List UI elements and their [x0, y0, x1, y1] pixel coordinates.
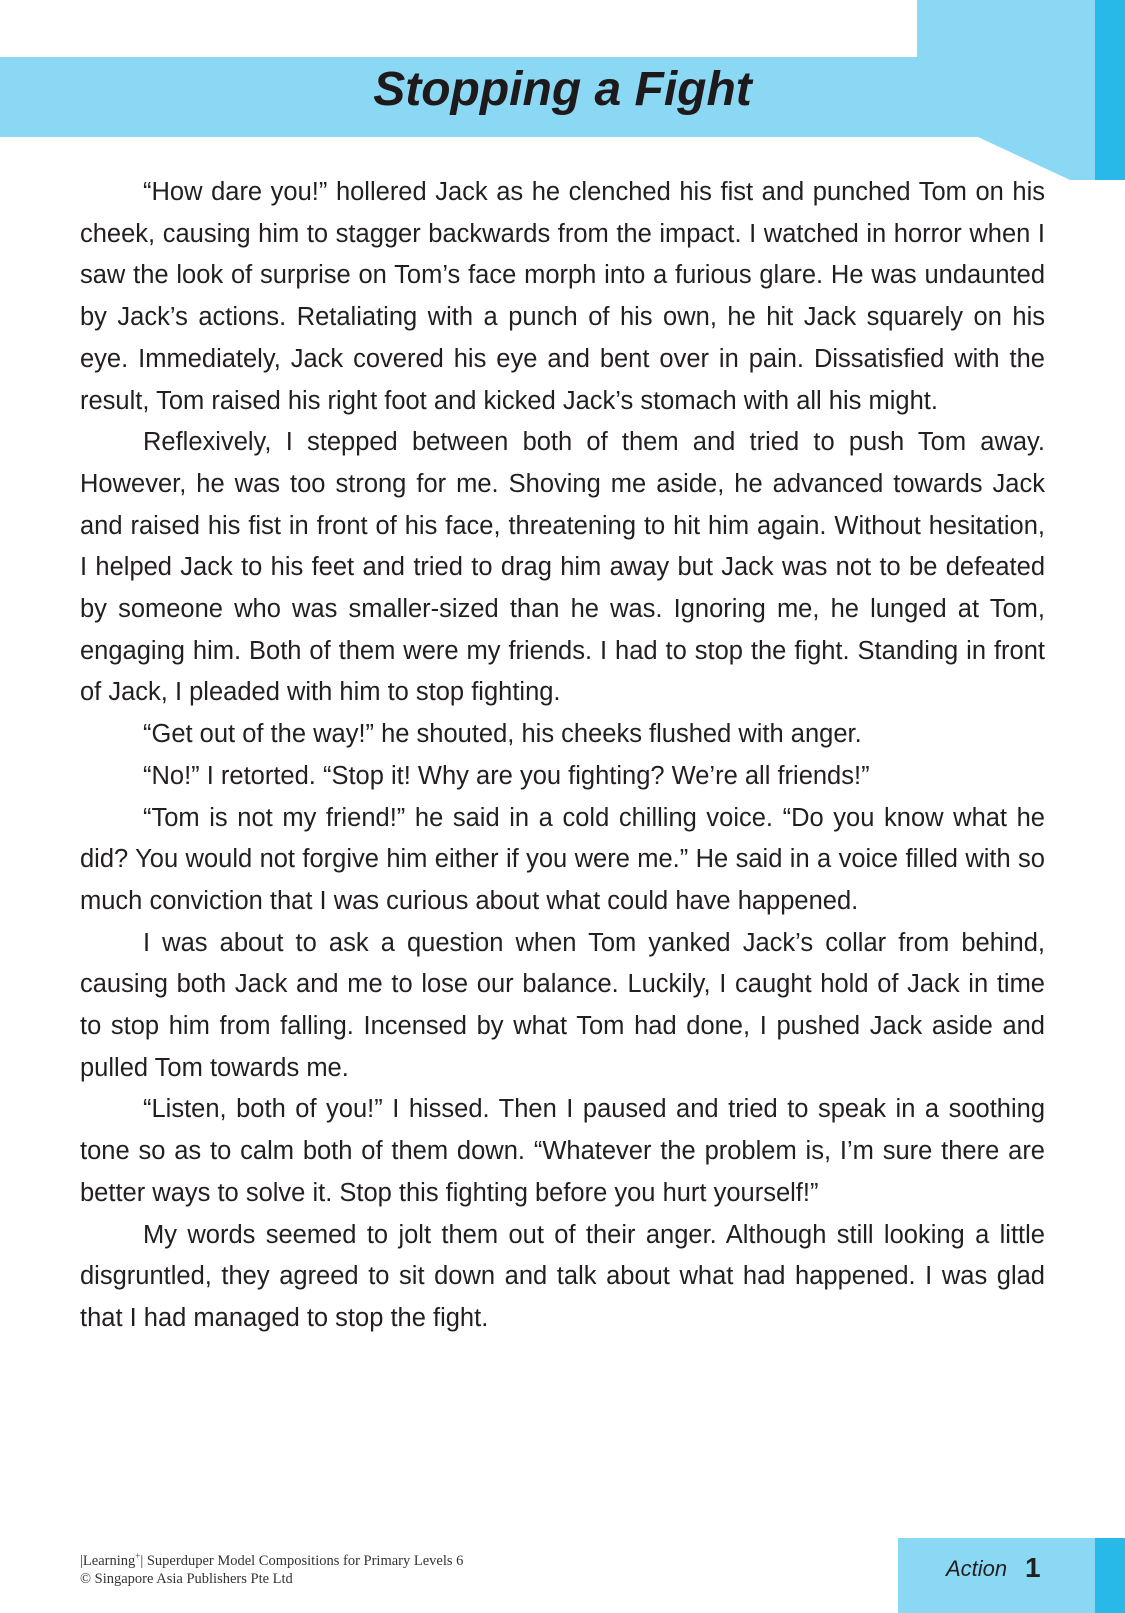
paragraph: Reflexively, I stepped between both of them and tried to push Tom away. However, he was too strong for me. Shoving me aside, he advanced towards Jack and raised his fist in front of his face, threatening to hit him again. Without hesitation, I helped Jack to his feet and tried to drag him away but Jack was not to be defeated by someone who was smaller-sized than he was. Ignoring me, he lunged at Tom, engaging him. Both of them were my friends. I had to stop the fight. Standing in front of Jack, I pleaded with him to stop fighting.: [80, 428, 1045, 707]
paragraph: My words seemed to jolt them out of their anger. Although still looking a little disgruntled, they agreed to sit down and talk about what had happened. I was glad that I had managed to stop the fight.: [80, 1220, 1045, 1332]
section-label: Action: [946, 1556, 1008, 1581]
paragraph: “Tom is not my friend!” he said in a cold chilling voice. “Do you know what he did? You would not forgive him either if you were me.” He said in a voice filled with so much conviction that I was curious about what could have happened.: [80, 803, 1045, 915]
footer-credits: [80, 1547, 463, 1588]
paragraph: “How dare you!” hollered Jack as he clenched his fist and punched Tom on his cheek, causing him to stagger backwards from the impact. I watched in horror when I saw the look of surprise on Tom’s face morph into a furious glare. He was undaunted by Jack’s actions. Retaliating with a punch of his own, he hit Jack squarely on his eye. Immediately, Jack covered his eye and bent over in pain. Dissatisfied with the result, Tom raised his right foot and kicked Jack’s stomach with all his might.: [80, 178, 1045, 415]
book-title: Superduper Model Compositions for Primary Levels 6: [146, 1552, 464, 1569]
article-body: [80, 172, 1045, 1340]
copyright: © Singapore Asia Publishers Pte Ltd: [80, 1570, 293, 1587]
paragraph: “No!” I retorted. “Stop it! Why are you fighting? We’re all friends!”: [143, 761, 870, 790]
paragraph: “Get out of the way!” he shouted, his cheeks flushed with anger.: [143, 720, 862, 749]
footer-accent-strip: [1095, 1538, 1125, 1613]
brand-name: Learning: [82, 1552, 136, 1569]
page-title: Stopping a Fight: [373, 63, 752, 116]
page-number: 1: [1025, 1552, 1041, 1583]
paragraph: I was about to ask a question when Tom yanked Jack’s collar from behind, causing both Jack and me to lose our balance. Luckily, I caught hold of Jack in time to stop him from falling. Incensed by what Tom had done, I pushed Jack aside and pulled Tom towards me.: [80, 928, 1045, 1082]
paragraph: “Listen, both of you!” I hissed. Then I paused and tried to speak in a soothing tone so as to calm both of them down. “Whatever the problem is, I’m sure there are better ways to solve it. Stop this fighting before you hurt yourself!”: [80, 1095, 1045, 1207]
brand-superscript: +: [135, 1551, 141, 1561]
book-line: |Learning+| Superduper Model Compositions for Primary Levels 6: [80, 1551, 464, 1569]
